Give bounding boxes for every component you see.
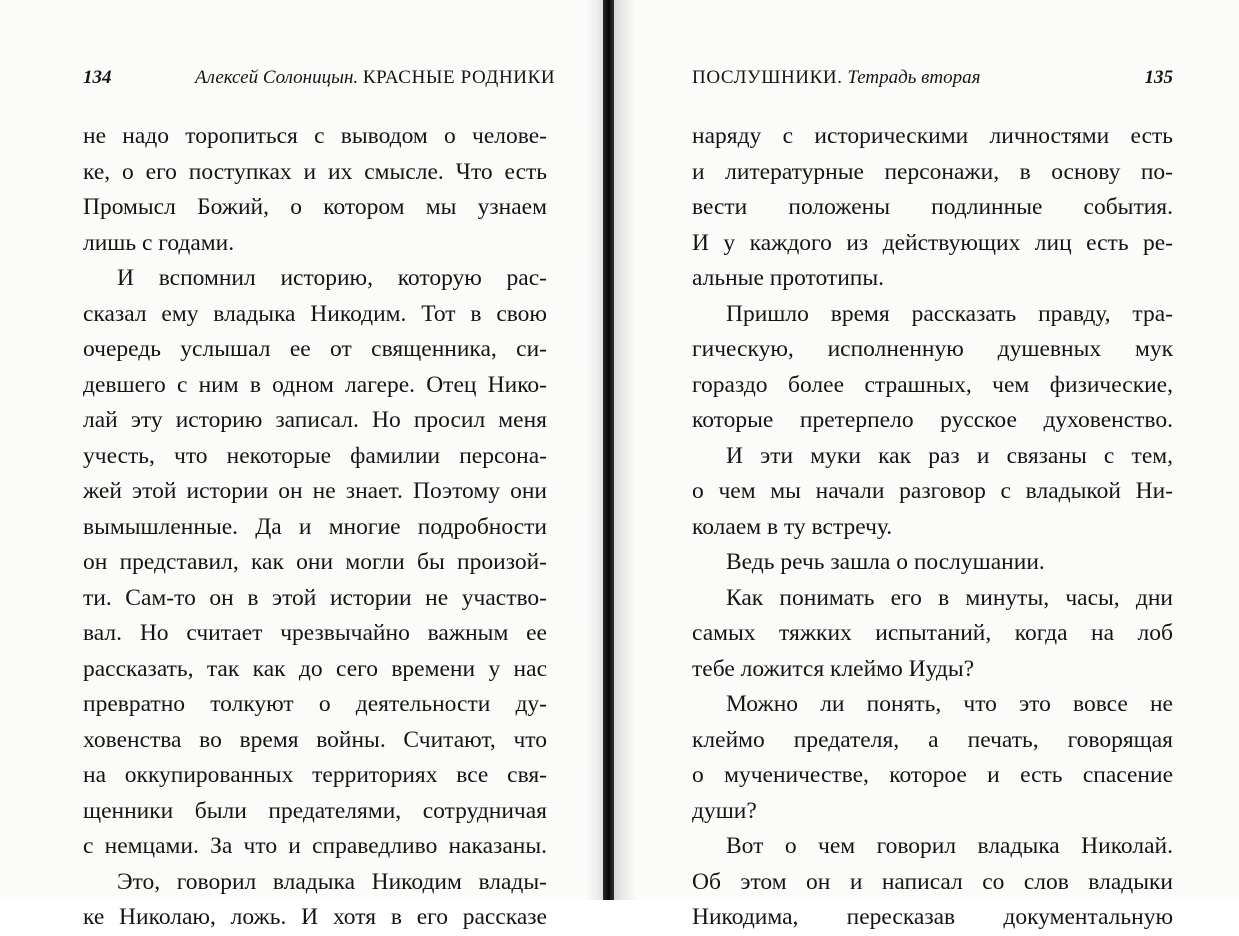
text-line: клеймо предателя, а печать, говорящая — [692, 726, 1173, 753]
text-line: И вспомнил историю, которую рас- — [117, 265, 547, 291]
text-line: гическую, исполненную душевных мук — [692, 336, 1173, 362]
text-line: и литературные персонажи, в основу по- — [692, 158, 1173, 185]
right-page-text — [692, 119, 1173, 936]
text-line: Промысл Божий, о котором мы узнаем — [83, 194, 547, 220]
text-line: Как понимать его в минуты, часы, дни — [726, 584, 1173, 611]
right-running-header — [692, 66, 1173, 90]
text-line: ке Николаю, ложь. И хотя в его рассказе — [83, 904, 547, 930]
text-line: гораздо более страшных, чем физические, — [692, 371, 1173, 398]
text-line: самых тяжких испытаний, когда на лоб — [692, 620, 1173, 646]
text-line: И эти муки как раз и связаны с тем, — [726, 442, 1173, 469]
text-line: И у каждого из действующих лиц есть ре- — [692, 229, 1173, 256]
text-line: души? — [692, 797, 757, 824]
text-line: Ведь речь зашла о послушании. — [726, 549, 1045, 575]
left-page-number: 134 — [83, 67, 112, 88]
text-line: Пришло время рассказать правду, тра- — [726, 300, 1173, 327]
text-line: лишь с годами. — [83, 229, 235, 256]
text-line: Никодима, пересказав документальную — [692, 904, 1173, 930]
text-line: очередь услышал ее от священника, си- — [83, 336, 547, 362]
text-line: ховенства во время войны. Считают, что — [83, 726, 547, 753]
left-running-header — [83, 66, 556, 90]
text-line: он представил, как они могли бы произой- — [83, 549, 547, 575]
text-line: на оккупированных территориях все свя- — [83, 762, 547, 788]
text-line: лай эту историю записал. Но просил меня — [83, 407, 547, 433]
text-line: альные прототипы. — [692, 265, 885, 291]
right-header-book-title: ПОСЛУШНИКИ. — [692, 67, 843, 88]
text-line: учесть, что некоторые фамилии персона- — [83, 442, 547, 469]
left-header-book-title: КРАСНЫЕ РОДНИКИ — [362, 67, 556, 88]
right-page — [612, 0, 1239, 930]
text-line: ти. Сам-то он в этой истории не участво- — [83, 584, 547, 611]
right-page-number: 135 — [1144, 67, 1173, 88]
text-line: жей этой истории он не знает. Поэтому они — [83, 478, 547, 504]
text-line: вести положены подлинные события. — [692, 194, 1173, 220]
text-line: которые претерпело русское духовенство. — [692, 407, 1173, 433]
text-line: Можно ли понять, что это вовсе не — [726, 691, 1173, 717]
left-page — [0, 0, 606, 930]
text-line: о чем мы начали разговор с владыкой Ни- — [692, 478, 1173, 504]
text-line: Это, говорил владыка Никодим влады- — [117, 868, 547, 895]
right-header-subtitle: Тетрадь вторая — [847, 67, 981, 88]
left-page-text — [83, 119, 547, 936]
text-line: колаем в ту встречу. — [692, 513, 893, 540]
text-line: рассказать, так как до сего времени у нас — [83, 655, 547, 682]
text-line: вымышленные. Да и многие подробности — [83, 513, 547, 540]
text-line: Об этом он и написал со слов владыки — [692, 868, 1173, 895]
left-header-author: Алексей Солоницын. — [195, 67, 359, 88]
text-line: девшего с ним в одном лагере. Отец Нико- — [83, 371, 547, 398]
text-line: превратно толкуют о деятельности ду- — [83, 691, 547, 717]
text-line: наряду с историческими личностями есть — [692, 123, 1173, 149]
text-line: тебе ложится клеймо Иуды? — [692, 655, 975, 682]
text-line: вал. Но считает чрезвычайно важным ее — [83, 620, 547, 646]
right-gutter-shadow — [612, 0, 636, 900]
text-line: не надо торопиться с выводом о челове- — [83, 123, 547, 149]
text-line: Вот о чем говорил владыка Николай. — [726, 833, 1173, 859]
text-line: с немцами. За что и справедливо наказаны. — [83, 833, 547, 859]
text-line: щенники были предателями, сотрудничая — [83, 797, 547, 824]
text-line: ке, о его поступках и их смысле. Что есть — [83, 158, 547, 185]
text-line: сказал ему владыка Никодим. Тот в свою — [83, 300, 547, 327]
text-line: о мученичестве, которое и есть спасение — [692, 762, 1173, 788]
